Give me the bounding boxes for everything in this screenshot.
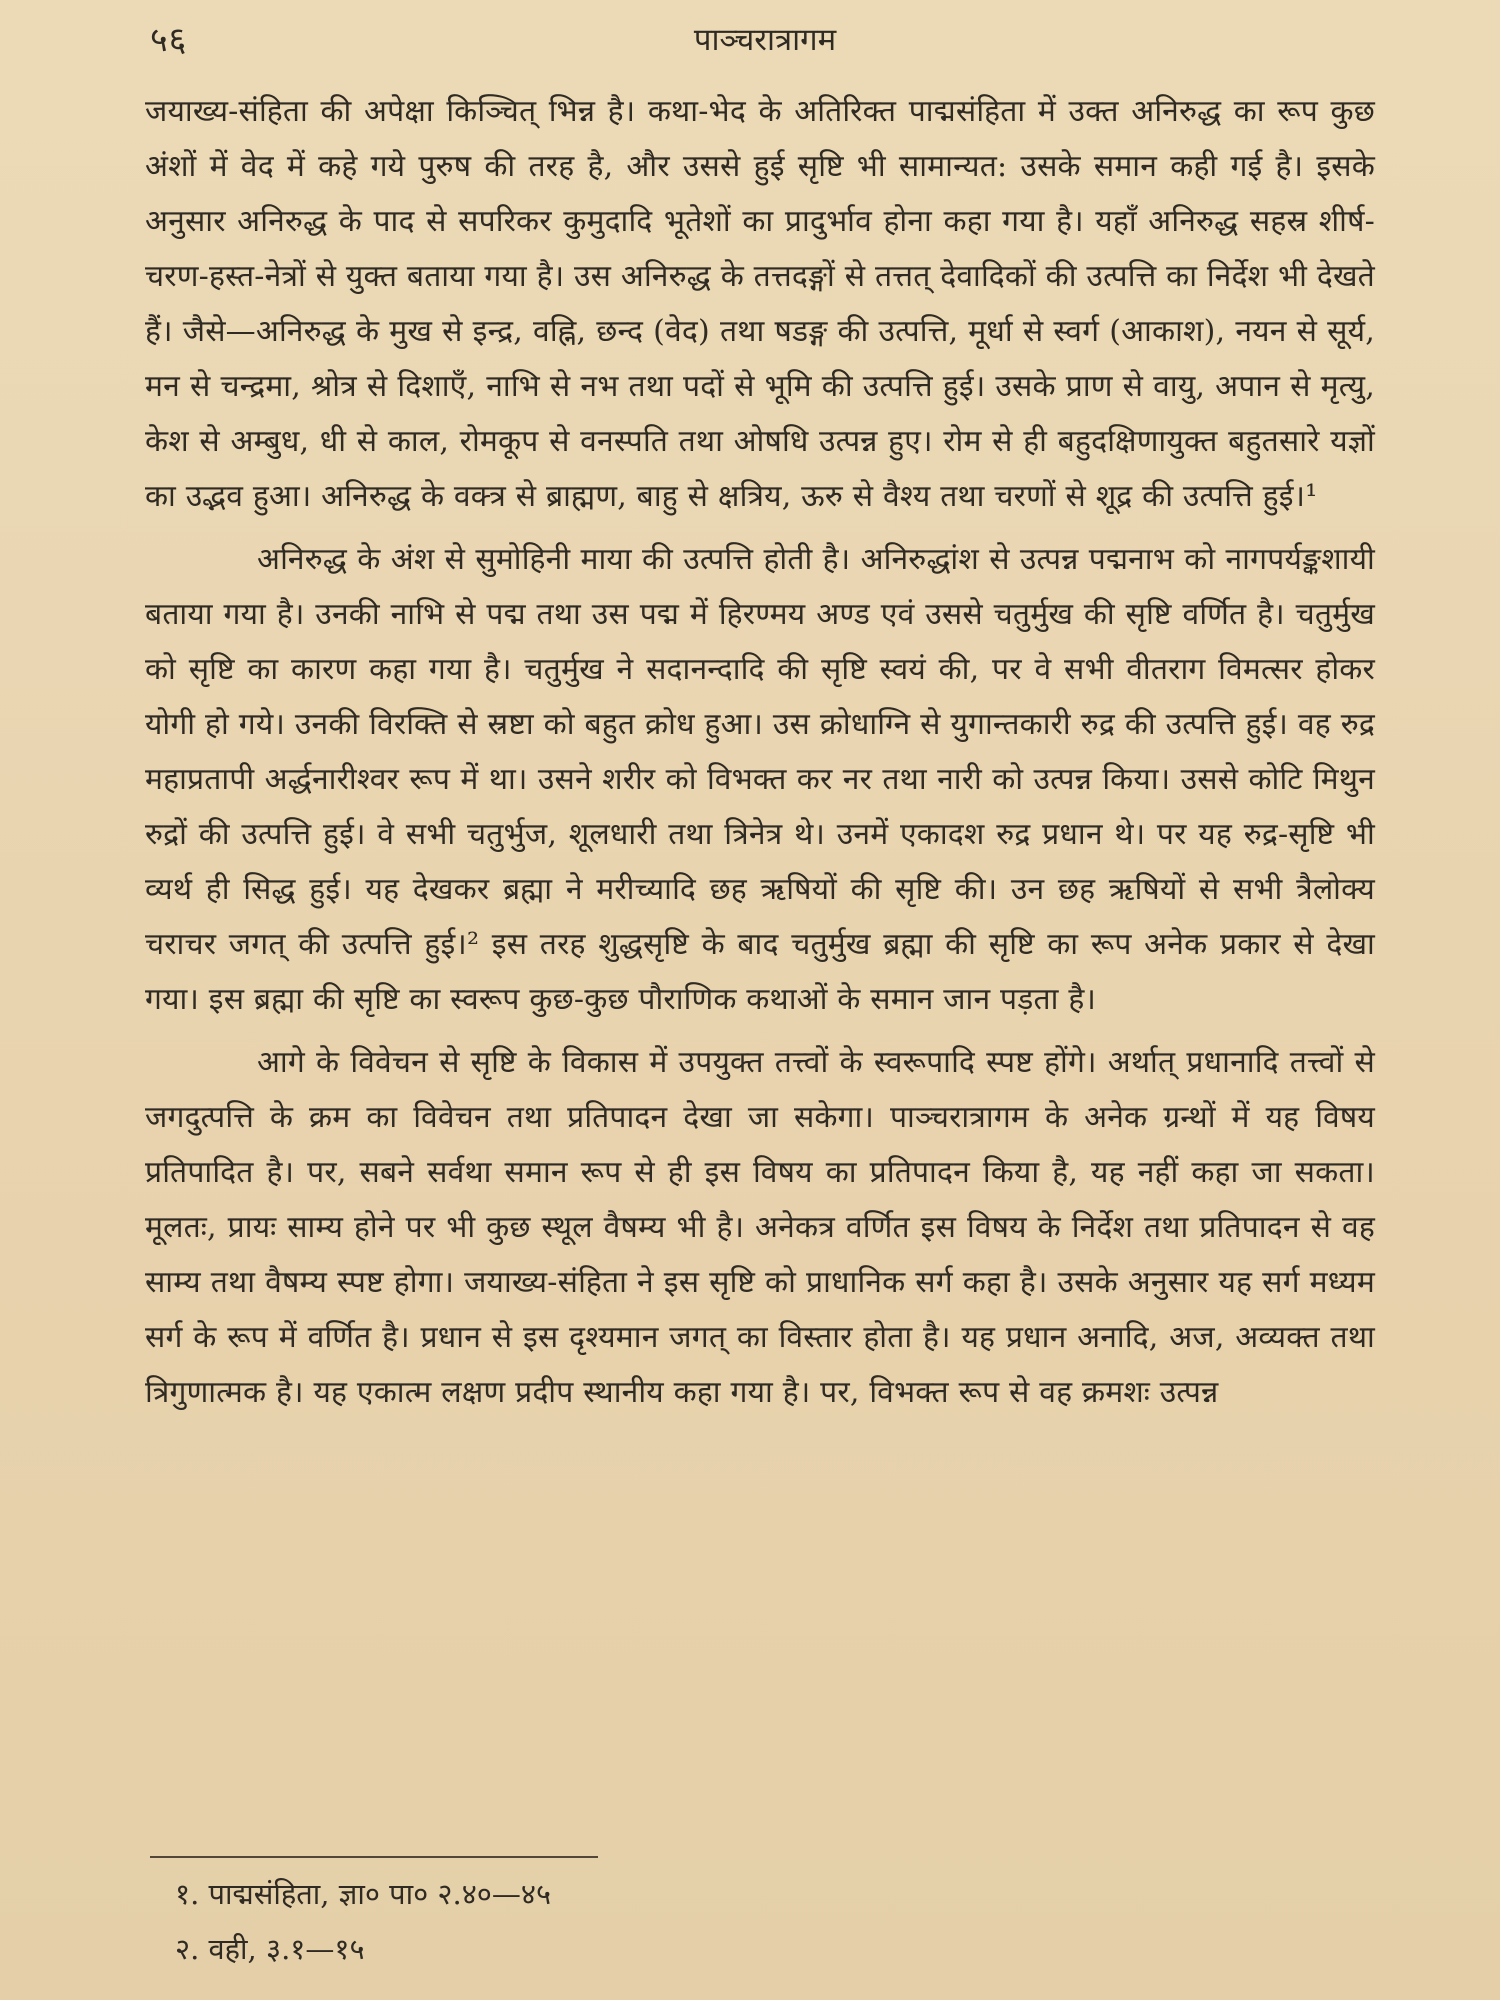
footnote-2: २. वही, ३.१—१५ bbox=[175, 1932, 365, 1966]
page-number: ५६ bbox=[150, 20, 188, 60]
paragraph-1: जयाख्य-संहिता की अपेक्षा किञ्चित् भिन्न है। कथा-भेद के अतिरिक्त पाद्मसंहिता में उक्त अनिरुद्ध का रूप कुछ अंशों में वेद में कहे गये पुरुष की तरह है, और उससे हुई सृष्टि भी सामान्यत: उसके समान कही गई है। इसके अनुसार अनिरुद्ध के पाद से सपरिकर कुमुदादि भूतेशों का प्रादुर्भाव होना कहा गया है। यहाँ अनिरुद्ध सहस्र शीर्ष-चरण-हस्त-नेत्रों से युक्त बताया गया है। उस अनिरुद्ध के तत्तदङ्गों से तत्तत् देवादिकों की उत्पत्ति का निर्देश भी देखते हैं। जैसे—अनिरुद्ध के मुख से इन्द्र, वह्नि, छन्द (वेद) तथा षडङ्ग की उत्पत्ति, मूर्धा से स्वर्ग (आकाश), नयन से सूर्य, मन से चन्द्रमा, श्रोत्र से दिशाएँ, नाभि से नभ तथा पदों से भूमि की उत्पत्ति हुई। उसके प्राण से वायु, अपान से मृत्यु, केश से अम्बुध, धी से काल, रोमकूप से वनस्पति तथा ओषधि उत्पन्न हुए। रोम से ही बहुदक्षिणायुक्त बहुतसारे यज्ञों का उद्भव हुआ। अनिरुद्ध के वक्त्र से ब्राह्मण, बाहु से क्षत्रिय, ऊरु से वैश्य तथा चरणों से शूद्र की उत्पत्ति हुई।¹ bbox=[145, 94, 1375, 514]
paragraph-3: आगे के विवेचन से सृष्टि के विकास में उपयुक्त तत्त्वों के स्वरूपादि स्पष्ट होंगे। अर्थात् प्रधानादि तत्त्वों से जगदुत्पत्ति के क्रम का विवेचन तथा प्रतिपादन देखा जा सकेगा। पाञ्चरात्रागम के अनेक ग्रन्थों में यह विषय प्रतिपादित है। पर, सबने सर्वथा समान रूप से ही इस विषय का प्रतिपादन किया है, यह नहीं कहा जा सकता। मूलतः, प्रायः साम्य होने पर भी कुछ स्थूल वैषम्य भी है। अनेकत्र वर्णित इस विषय के निर्देश तथा प्रतिपादन से वह साम्य तथा वैषम्य स्पष्ट होगा। जयाख्य-संहिता ने इस सृष्टि को प्राधानिक सर्ग कहा है। उसके अनुसार यह सर्ग मध्यम सर्ग के रूप में वर्णित है। प्रधान से इस दृश्यमान जगत् का विस्तार होता है। यह प्रधान अनादि, अज, अव्यक्त तथा त्रिगुणात्मक है। यह एकात्म लक्षण प्रदीप स्थानीय कहा गया है। पर, विभक्त रूप से वह क्रमशः उत्पन्न bbox=[145, 1045, 1375, 1410]
main-text bbox=[145, 84, 1375, 1420]
footnotes bbox=[175, 1867, 1075, 1977]
page-header bbox=[150, 16, 1380, 68]
footnote-divider bbox=[150, 1856, 598, 1858]
running-title: पाञ्चरात्रागम bbox=[693, 22, 837, 58]
paragraph-2: अनिरुद्ध के अंश से सुमोहिनी माया की उत्पत्ति होती है। अनिरुद्धांश से उत्पन्न पद्मनाभ को नागपर्यङ्कशायी बताया गया है। उनकी नाभि से पद्म तथा उस पद्म में हिरण्मय अण्ड एवं उससे चतुर्मुख की सृष्टि वर्णित है। चतुर्मुख को सृष्टि का कारण कहा गया है। चतुर्मुख ने सदानन्दादि की सृष्टि स्वयं की, पर वे सभी वीतराग विमत्सर होकर योगी हो गये। उनकी विरक्ति से स्रष्टा को बहुत क्रोध हुआ। उस क्रोधाग्नि से युगान्तकारी रुद्र की उत्पत्ति हुई। वह रुद्र महाप्रतापी अर्द्धनारीश्वर रूप में था। उसने शरीर को विभक्त कर नर तथा नारी को उत्पन्न किया। उससे कोटि मिथुन रुद्रों की उत्पत्ति हुई। वे सभी चतुर्भुज, शूलधारी तथा त्रिनेत्र थे। उनमें एकादश रुद्र प्रधान थे। पर यह रुद्र-सृष्टि भी व्यर्थ ही सिद्ध हुई। यह देखकर ब्रह्मा ने मरीच्यादि छह ऋषियों की सृष्टि की। उन छह ऋषियों से सभी त्रैलोक्य चराचर जगत् की उत्पत्ति हुई।² इस तरह शुद्धसृष्टि के बाद चतुर्मुख ब्रह्मा की सृष्टि का रूप अनेक प्रकार से देखा गया। इस ब्रह्मा की सृष्टि का स्वरूप कुछ-कुछ पौराणिक कथाओं के समान जान पड़ता है। bbox=[145, 542, 1375, 1017]
footnote-1: १. पाद्मसंहिता, ज्ञा० पा० २.४०—४५ bbox=[175, 1877, 552, 1911]
